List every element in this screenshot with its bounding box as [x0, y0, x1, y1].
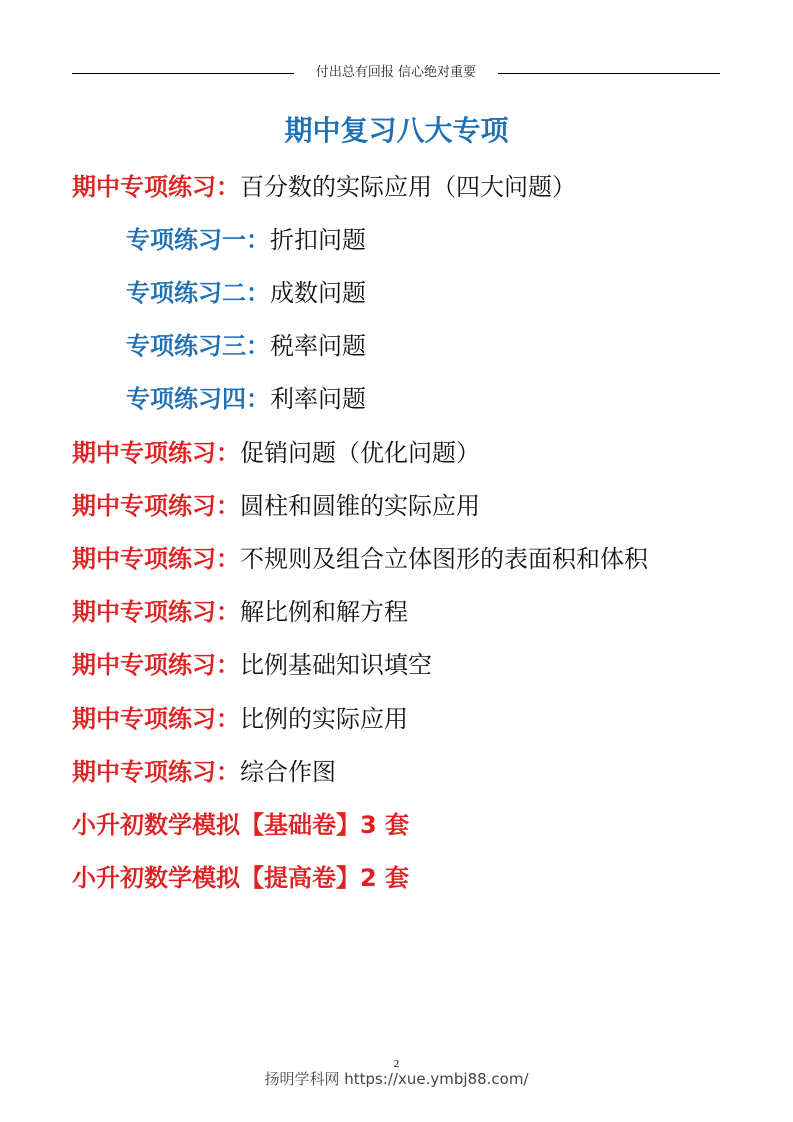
item-topic: 比例基础知识填空 — [240, 651, 432, 679]
list-item — [126, 329, 366, 363]
list-item — [72, 542, 648, 576]
item-prefix: 专项练习三： — [126, 332, 270, 360]
list-item — [126, 382, 366, 416]
list-item — [72, 170, 576, 204]
item-prefix: 专项练习二： — [126, 279, 270, 307]
list-item — [72, 702, 408, 736]
item-topic: 比例的实际应用 — [240, 705, 408, 733]
item-prefix: 期中专项练习： — [72, 651, 240, 679]
item-topic: 成数问题 — [270, 279, 366, 307]
item-prefix: 专项练习四： — [126, 385, 270, 413]
item-topic: 不规则及组合立体图形的表面积和体积 — [240, 545, 648, 573]
header-motto-line — [72, 63, 720, 83]
item-prefix: 期中专项练习： — [72, 598, 240, 626]
list-item — [126, 276, 366, 310]
list-item — [72, 648, 432, 682]
list-item — [72, 595, 408, 629]
item-topic: 圆柱和圆锥的实际应用 — [240, 492, 480, 520]
item-prefix: 期中专项练习： — [72, 545, 240, 573]
item-topic: 综合作图 — [240, 758, 336, 786]
item-prefix: 期中专项练习： — [72, 705, 240, 733]
mock-exam-advanced: 小升初数学模拟【提高卷】2 套 — [72, 864, 410, 892]
item-prefix: 期中专项练习： — [72, 173, 240, 201]
footer-source: 扬明学科网 https://xue.ymbj88.com/ — [264, 1070, 529, 1088]
mock-exam-basic: 小升初数学模拟【基础卷】3 套 — [72, 811, 410, 839]
header-motto: 付出总有回报 信心绝对重要 — [315, 65, 477, 80]
header-rule-right — [498, 73, 720, 74]
item-topic: 解比例和解方程 — [240, 598, 408, 626]
item-topic: 税率问题 — [270, 332, 366, 360]
item-prefix: 期中专项练习： — [72, 439, 240, 467]
item-prefix: 专项练习一： — [126, 226, 270, 254]
list-item — [126, 223, 366, 257]
list-item — [72, 489, 480, 523]
item-topic: 利率问题 — [270, 385, 366, 413]
item-topic: 折扣问题 — [270, 226, 366, 254]
item-topic: 促销问题（优化问题） — [240, 439, 480, 467]
item-prefix: 期中专项练习： — [72, 492, 240, 520]
list-item — [72, 755, 336, 789]
page-number: 2 — [393, 1058, 400, 1070]
item-prefix: 期中专项练习： — [72, 758, 240, 786]
list-item — [72, 436, 480, 470]
item-topic: 百分数的实际应用（四大问题） — [240, 173, 576, 201]
page-title: 期中复习八大专项 — [284, 114, 509, 147]
